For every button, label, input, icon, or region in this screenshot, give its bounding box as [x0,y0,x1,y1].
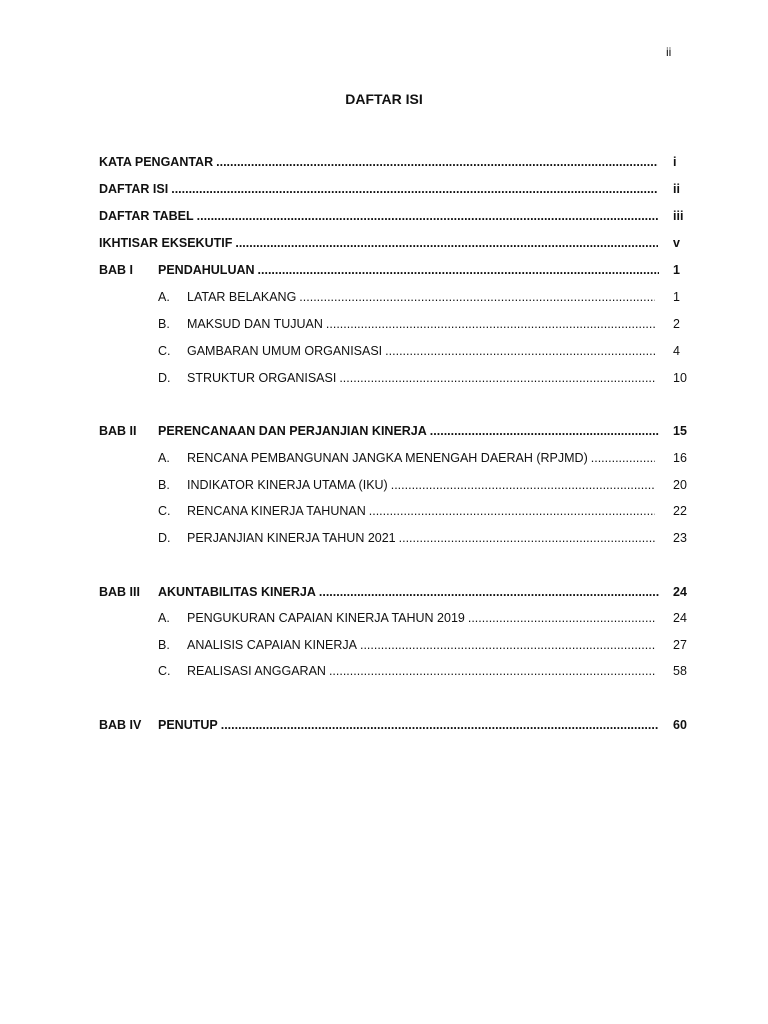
toc-entry-title: PERJANJIAN KINERJA TAHUN 2021 [187,531,396,545]
toc-entry-title: INDIKATOR KINERJA UTAMA (IKU) [187,478,388,492]
toc-entry-title: KATA PENGANTAR [99,155,214,169]
toc-page-number: 10 [673,371,687,385]
toc-page-number: 24 [673,611,687,625]
toc-entry [99,609,694,627]
toc-leader [187,609,655,627]
toc-section-letter: A. [158,611,170,625]
toc-entry [99,529,694,547]
toc-entry [99,502,694,520]
toc-dot-leader [339,369,655,387]
toc-entry-title: RENCANA KINERJA TAHUNAN [187,504,366,518]
toc-leader [99,153,658,171]
toc-entry [99,261,694,279]
toc-chapter-number: BAB I [99,263,134,277]
toc-entry [99,716,694,734]
toc-dot-leader [221,716,659,734]
toc-entry-title: DAFTAR TABEL [99,209,194,223]
toc-chapter-number: BAB III [99,585,140,599]
page-title: DAFTAR ISI [345,91,423,107]
toc-entry-title: REALISASI ANGGARAN [187,664,326,678]
toc-entry-title: LATAR BELAKANG [187,290,297,304]
toc-entry [99,234,694,252]
toc-page-number: ii [673,182,680,196]
toc-dot-leader [385,342,655,360]
toc-leader [158,716,659,734]
toc-page-number: 23 [673,531,687,545]
toc-section-letter: C. [158,344,171,358]
toc-leader [187,342,655,360]
toc-section-letter: A. [158,290,170,304]
toc-entry-title: IKHTISAR EKSEKUTIF [99,236,233,250]
toc-page-number: 1 [673,290,680,304]
toc-section-letter: A. [158,451,170,465]
toc-entry-title: ANALISIS CAPAIAN KINERJA [187,638,357,652]
toc-entry [99,369,694,387]
toc-dot-leader [399,529,655,547]
toc-page-number: 15 [673,424,687,438]
toc-leader [187,502,655,520]
toc-page-number: 2 [673,317,680,331]
toc-page-number: 20 [673,478,687,492]
toc-dot-leader [326,315,655,333]
toc-entry [99,422,694,440]
toc-entry-title: DAFTAR ISI [99,182,169,196]
toc-entry [99,449,694,467]
toc-dot-leader [430,422,659,440]
toc-section-letter: B. [158,317,170,331]
toc-chapter-number: BAB II [99,424,137,438]
toc-page-number: 22 [673,504,687,518]
toc-leader [187,636,655,654]
toc-leader [158,261,659,279]
toc-dot-leader [235,234,658,252]
toc-page-number: 16 [673,451,687,465]
toc-leader [187,662,655,680]
toc-dot-leader [391,476,655,494]
toc-page-number: i [673,155,677,169]
page-number: ii [666,45,672,59]
toc-leader [158,422,659,440]
toc-entry [99,315,694,333]
toc-leader [99,234,658,252]
toc-dot-leader [360,636,655,654]
toc-leader [99,180,658,198]
toc-entry [99,153,694,171]
toc-entry [99,207,694,225]
toc-leader [187,529,655,547]
toc-dot-leader [258,261,659,279]
toc-entry-title: PENUTUP [158,718,218,732]
toc-entry [99,476,694,494]
toc-leader [187,449,655,467]
toc-entry-title: PERENCANAAN DAN PERJANJIAN KINERJA [158,424,427,438]
toc-section-letter: D. [158,531,171,545]
toc-entry-title: PENGUKURAN CAPAIAN KINERJA TAHUN 2019 [187,611,465,625]
toc-page-number: 58 [673,664,687,678]
toc-entry-title: RENCANA PEMBANGUNAN JANGKA MENENGAH DAERAH (RPJMD) [187,451,588,465]
toc-leader [187,476,655,494]
toc-dot-leader [369,502,655,520]
toc-page-number: iii [673,209,684,223]
toc-page-number: 60 [673,718,687,732]
toc-section-letter: D. [158,371,171,385]
toc-entry [99,180,694,198]
toc-chapter-number: BAB IV [99,718,142,732]
toc-page-number: 4 [673,344,680,358]
toc-page-number: 27 [673,638,687,652]
toc-entry-title: STRUKTUR ORGANISASI [187,371,337,385]
toc-dot-leader [319,583,659,601]
toc-section-letter: B. [158,638,170,652]
toc-entry-title: PENDAHULUAN [158,263,255,277]
toc-page-number: 1 [673,263,680,277]
toc-dot-leader [591,449,655,467]
toc-leader [158,583,659,601]
toc-leader [187,315,655,333]
toc-dot-leader [216,153,658,171]
toc-dot-leader [468,609,655,627]
toc-page-number: 24 [673,585,687,599]
toc-entry-title: GAMBARAN UMUM ORGANISASI [187,344,383,358]
toc-section-letter: C. [158,664,171,678]
toc-dot-leader [329,662,655,680]
toc-leader [187,369,655,387]
toc-entry [99,288,694,306]
toc-entry-title: AKUNTABILITAS KINERJA [158,585,316,599]
toc-entry [99,662,694,680]
toc-entry [99,342,694,360]
toc-dot-leader [299,288,655,306]
toc-section-letter: C. [158,504,171,518]
toc-entry [99,583,694,601]
toc-dot-leader [171,180,658,198]
toc-leader [99,207,658,225]
toc-entry [99,636,694,654]
toc-dot-leader [197,207,658,225]
toc-section-letter: B. [158,478,170,492]
toc-leader [187,288,655,306]
toc-entry-title: MAKSUD DAN TUJUAN [187,317,323,331]
toc-page-number: v [673,236,680,250]
